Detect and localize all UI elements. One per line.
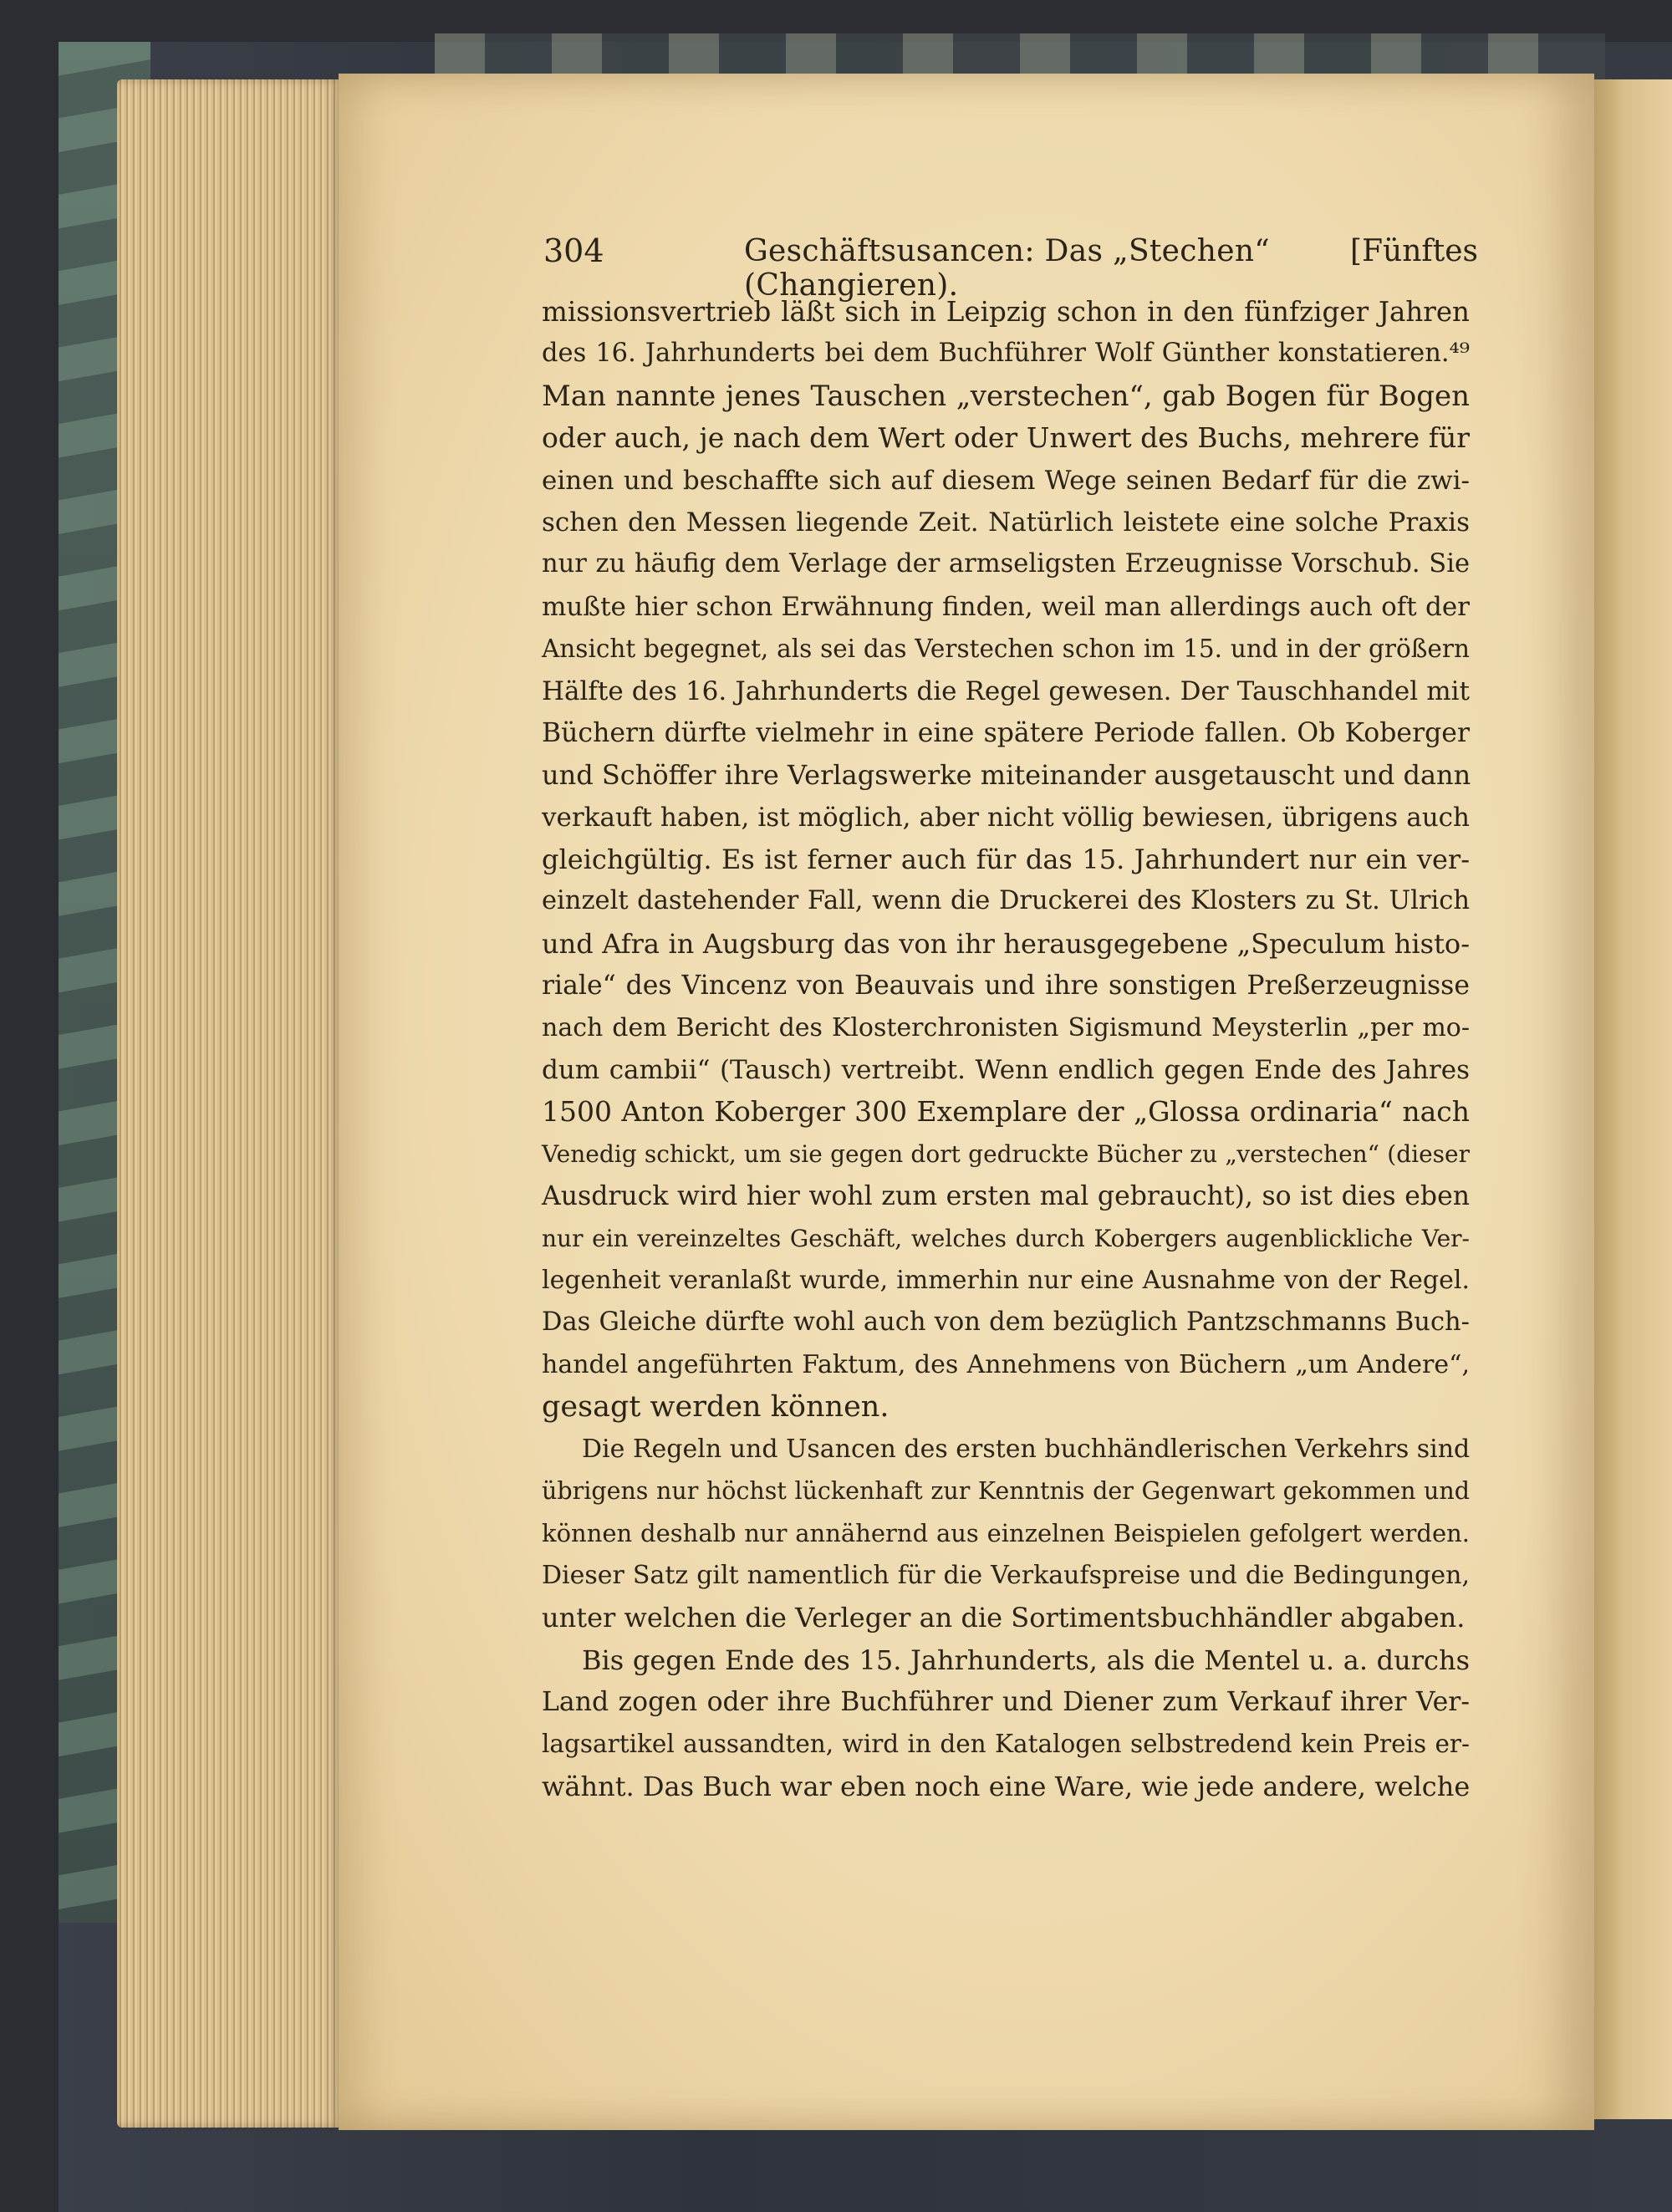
header-title: Geschäftsusancen: Das „Stechen“ (Changieren).: [744, 234, 1271, 303]
text-line: des 16. Jahrhunderts bei dem Buchführer Wolf Günther konstatieren.⁴⁹: [542, 339, 1470, 369]
text-line: Die Regeln und Usancen des ersten buchhändlerischen Verkehrs sind: [582, 1434, 1471, 1464]
page-number: 304: [543, 232, 604, 269]
text-line: Büchern dürfte vielmehr in eine spätere Periode fallen. Ob Koberger: [542, 717, 1470, 748]
text-line: dum cambii“ (Tausch) vertreibt. Wenn endlich gegen Ende des Jahres: [542, 1055, 1470, 1086]
text-line: Bis gegen Ende des 15. Jahrhunderts, als die Mentel u. a. durchs: [582, 1644, 1470, 1676]
text-line: nur ein vereinzeltes Geschäft, welches durch Kobergers augenblickliche Ver-: [542, 1224, 1470, 1252]
text-line: mußte hier schon Erwähnung finden, weil man allerdings auch oft der: [542, 591, 1470, 622]
marbled-endpaper-top: [435, 33, 1605, 79]
text-line: einen und beschaffte sich auf diesem Wege seinen Bedarf für die zwi-: [542, 465, 1470, 496]
text-line: Land zogen oder ihre Buchführer und Diener zum Verkauf ihrer Ver-: [542, 1686, 1470, 1717]
text-line: nur zu häufig dem Verlage der armseligsten Erzeugnisse Vorschub. Sie: [542, 549, 1470, 579]
header-section: [Fünftes: [1350, 234, 1478, 268]
text-line: und Schöffer ihre Verlagswerke miteinander ausgetauscht und dann: [542, 759, 1471, 792]
text-line: missionsvertrieb läßt sich in Leipzig schon in den fünfziger Jahren: [542, 296, 1470, 328]
facing-page-edge: [1593, 79, 1672, 2119]
page-edges: [117, 79, 343, 2128]
text-line: Ausdruck wird hier wohl zum ersten mal gebraucht), so ist dies eben: [542, 1181, 1470, 1212]
text-line: Das Gleiche dürfte wohl auch von dem bezüglich Pantzschmanns Buch-: [542, 1307, 1470, 1338]
running-header: [543, 232, 1478, 303]
text-line: oder auch, je nach dem Wert oder Unwert des Buchs, mehrere für: [542, 421, 1470, 455]
text-line: wähnt. Das Buch war eben noch eine Ware, wie jede andere, welche: [542, 1770, 1471, 1802]
text-line: schen den Messen liegende Zeit. Natürlich leistete eine solche Praxis: [542, 507, 1470, 538]
text-line: Dieser Satz gilt namentlich für die Verkaufspreise und die Bedingungen,: [542, 1560, 1470, 1590]
text-line: handel angeführten Faktum, des Annehmens von Büchern „um Andere“,: [542, 1349, 1470, 1379]
text-line: Hälfte des 16. Jahrhunderts die Regel gewesen. Der Tauschhandel mit: [542, 675, 1470, 706]
text-line: gesagt werden können.: [542, 1390, 890, 1425]
text-line: nach dem Bericht des Klosterchronisten Sigismund Meysterlin „per mo-: [542, 1012, 1470, 1042]
text-line: gleichgültig. Es ist ferner auch für das 15. Jahrhundert nur ein ver-: [542, 844, 1470, 876]
body-text: [542, 291, 1470, 1807]
text-line: einzelt dastehender Fall, wenn die Druckerei des Klosters zu St. Ulrich: [542, 886, 1470, 916]
text-line: 1500 Anton Koberger 300 Exemplare der „Glossa ordinaria“ nach: [542, 1095, 1470, 1129]
text-line: Man nannte jenes Tauschen „verstechen“, gab Bogen für Bogen: [542, 379, 1470, 413]
text-line: verkauft haben, ist möglich, aber nicht völlig bewiesen, übrigens auch: [542, 802, 1470, 833]
text-line: lagsartikel aussandten, wird in den Katalogen selbstredend kein Preis er-: [542, 1730, 1470, 1759]
text-line: Venedig schickt, um sie gegen dort gedruckte Bücher zu „verstechen“ (dieser: [542, 1139, 1470, 1168]
text-line: übrigens nur höchst lückenhaft zur Kenntnis der Gegenwart gekommen und: [542, 1476, 1470, 1505]
text-line: unter welchen die Verleger an die Sortimentsbuchhändler abgaben.: [542, 1602, 1466, 1634]
text-line: und Afra in Augsburg das von ihr herausgegebene „Speculum histo-: [542, 927, 1470, 960]
text-line: können deshalb nur annähernd aus einzelnen Beispielen gefolgert werden.: [542, 1519, 1470, 1548]
text-line: riale“ des Vincenz von Beauvais und ihre sonstigen Preßerzeugnisse: [542, 971, 1470, 1002]
text-line: legenheit veranlaßt wurde, immerhin nur eine Ausnahme von der Regel.: [542, 1265, 1470, 1295]
text-line: Ansicht begegnet, als sei das Verstechen schon im 15. und in der größern: [542, 635, 1470, 664]
